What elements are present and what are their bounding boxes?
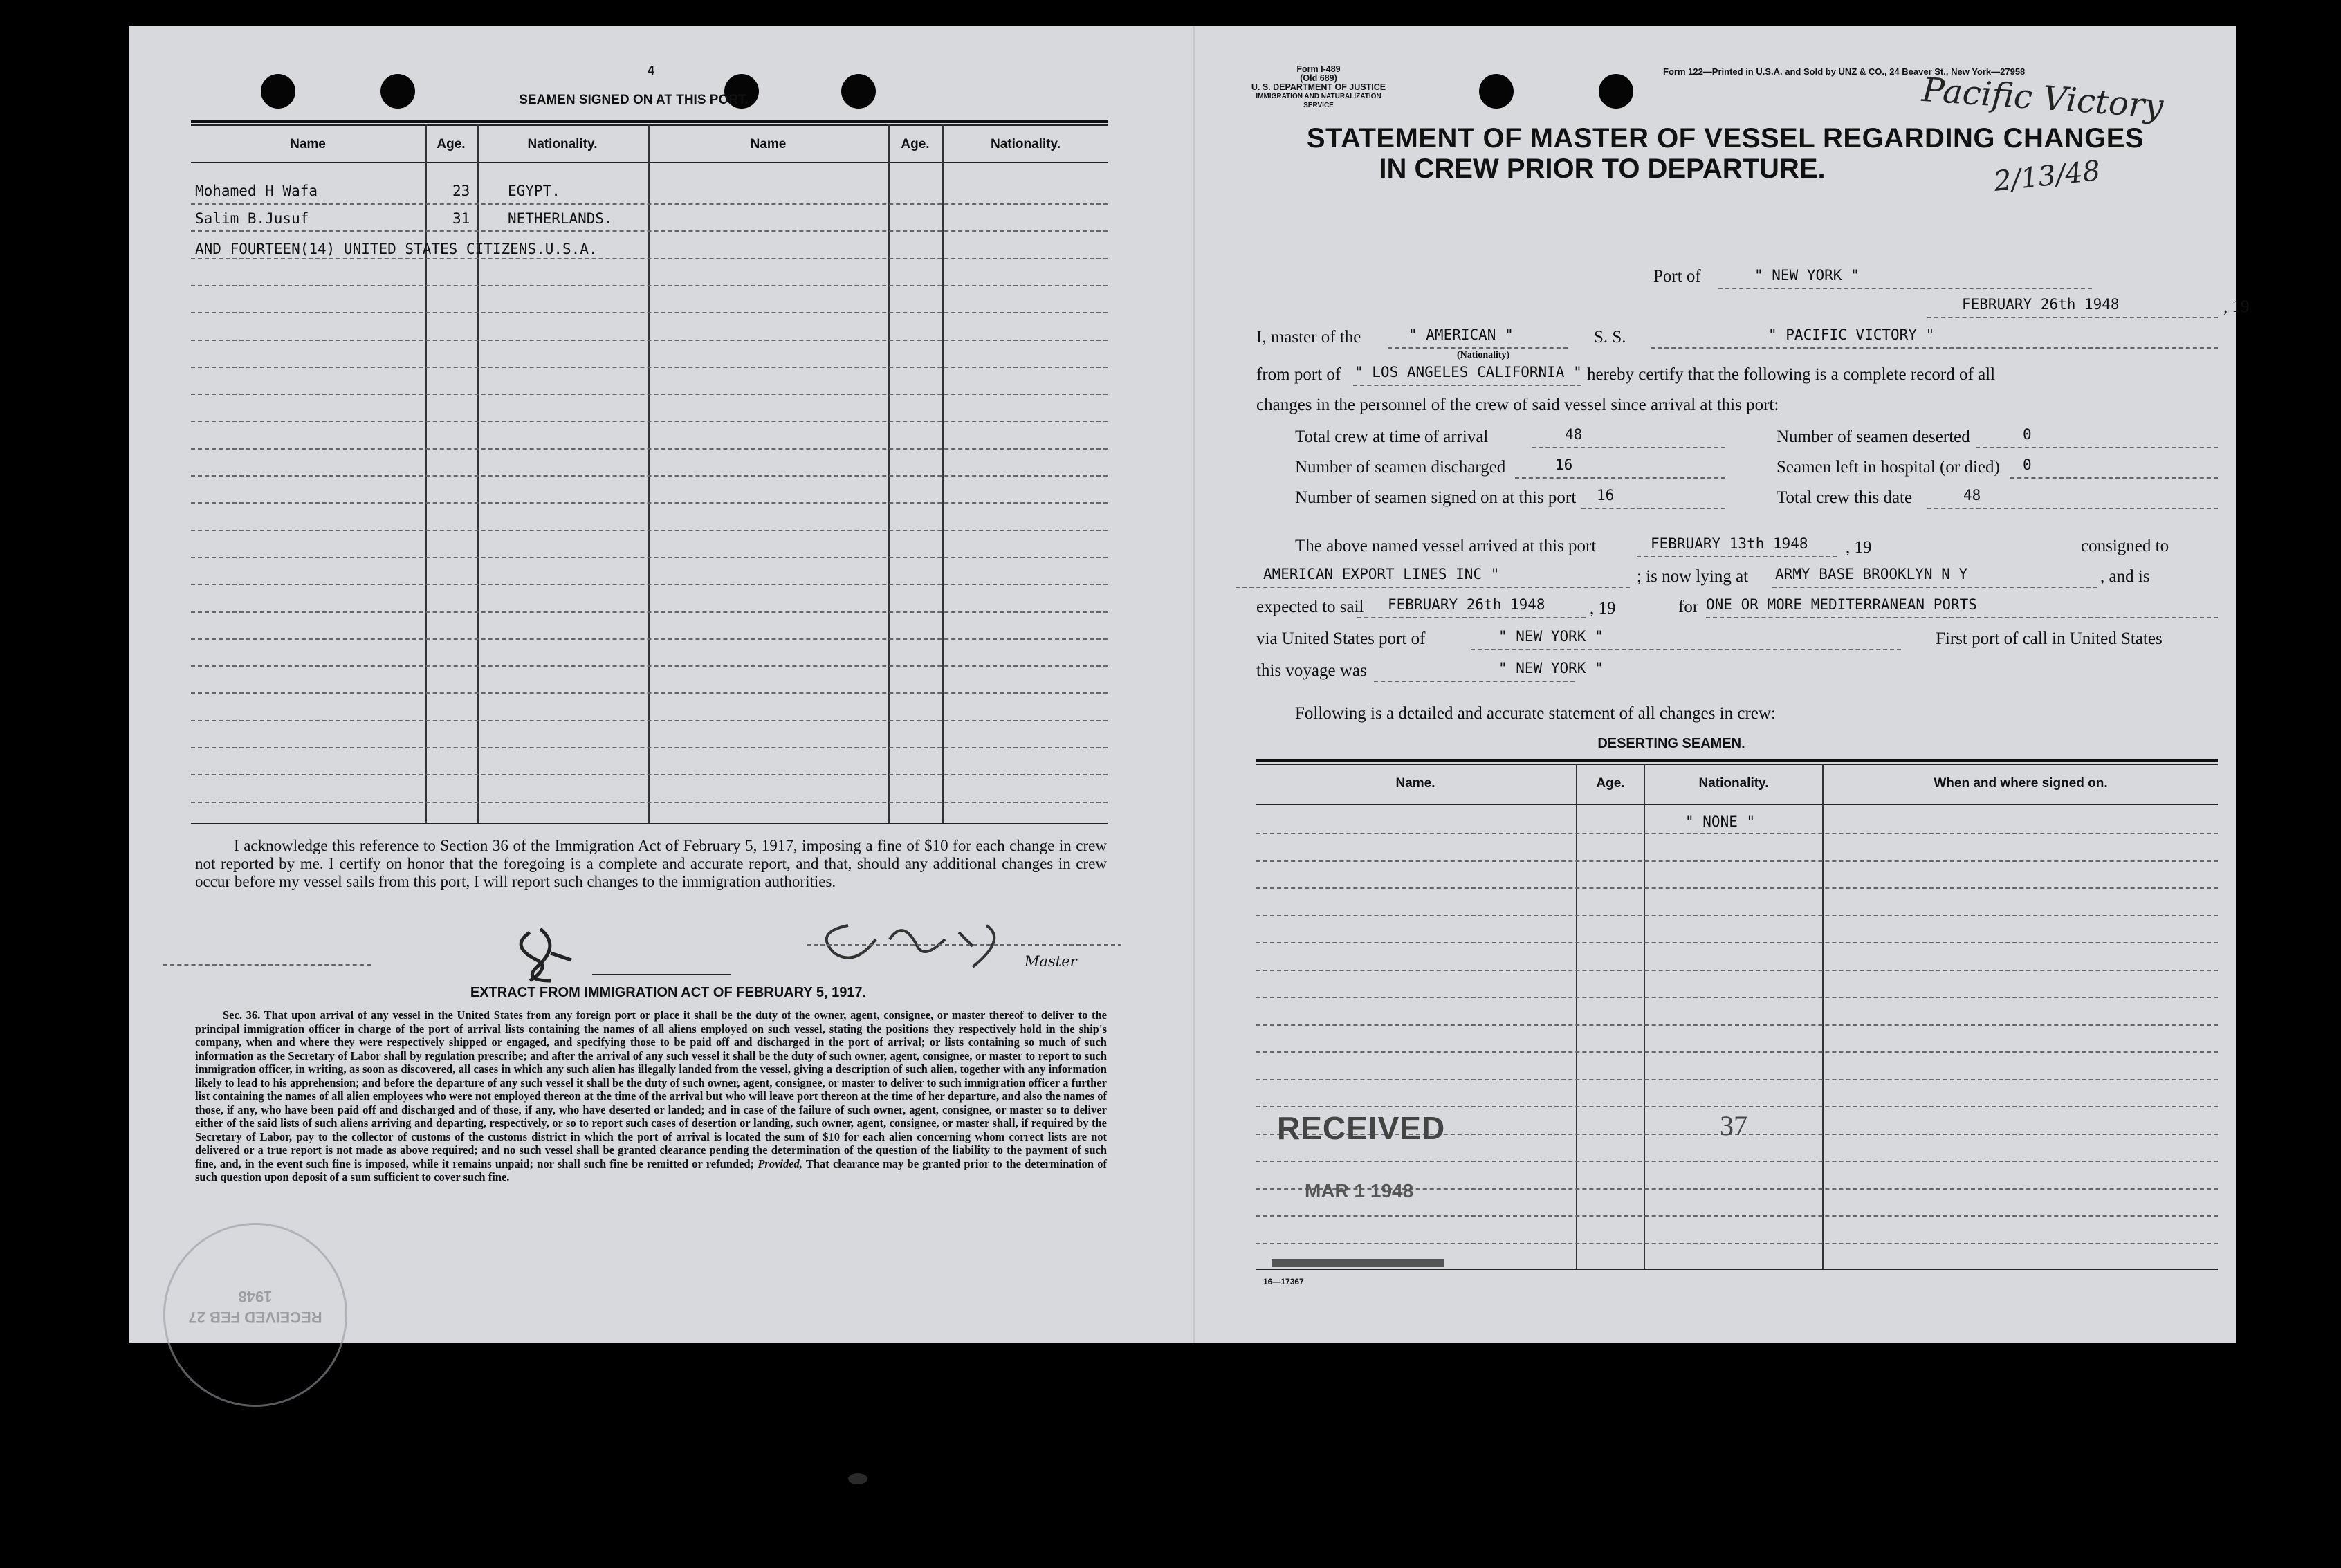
round-stamp-text: RECEIVED FEB 27 1948 [188,1288,322,1326]
col-des-name: Name. [1395,776,1435,791]
row-nationality: EGYPT. [508,183,560,199]
discharged-label: Number of seamen discharged [1295,458,1506,477]
row-rule [191,774,1108,775]
row-rule [1256,942,2218,943]
deserting-title: DESERTING SEAMEN. [1597,736,1745,751]
date-value[interactable]: FEBRUARY 26th 1948 [1962,296,2120,313]
rule [1357,617,1586,618]
consignee-value[interactable]: AMERICAN EXPORT LINES INC " [1263,566,1500,582]
rule [1718,288,2092,289]
table-title: SEAMEN SIGNED ON AT THIS PORT. [519,93,749,107]
rule [191,120,1108,123]
expected-label: expected to sail [1256,598,1364,616]
arrived-label: The above named vessel arrived at this port [1295,537,1597,555]
des-entry-none: " NONE " [1685,813,1756,830]
signed-on-label: Number of seamen signed on at this port [1295,488,1577,507]
printer-line: Form 122—Printed in U.S.A. and Sold by UNZ & CO., 24 Beaver St., New York—27958 [1663,66,2026,77]
for-label: for [1678,598,1699,616]
col-divider [648,124,650,823]
for-value[interactable]: ONE OR MORE MEDITERRANEAN PORTS [1706,596,1977,613]
row-rule [191,421,1108,422]
row-rule [1256,1079,2218,1080]
year-suffix-expected: , 19 [1590,599,1616,618]
total-arrival-label: Total crew at time of arrival [1295,427,1489,446]
acknowledgement-text: I acknowledge this reference to Section 36 of the Immigration Act of February 5, 1917, imposing a fine of $10 for each change in crew not reported by me. I certify on honor that the foregoing is a complete and accurate report, and that, should any additional changes in crew occur before my vessel sails from this port, I will report such changes to the immigration authorities. [195,837,1107,890]
rule [592,974,731,975]
punch-hole [380,74,415,109]
col-nationality-2: Nationality. [991,137,1061,151]
rule [1256,804,2218,805]
via-value[interactable]: " NEW YORK " [1498,628,1604,645]
arrived-value[interactable]: FEBRUARY 13th 1948 [1651,535,1808,552]
rule [1927,508,2218,509]
hospital-value[interactable]: 0 [2023,456,2032,473]
hospital-label: Seamen left in hospital (or died) [1777,458,2000,477]
handwritten-ship: Pacific Victory [1920,70,2165,127]
rule [1256,759,2218,762]
col-divider [1822,764,1824,1269]
stamp-number: 37 [1720,1110,1747,1141]
port-label: Port of [1653,267,1701,286]
row-rule [1256,970,2218,971]
ship-value[interactable]: " PACIFIC VICTORY " [1768,326,1935,343]
row-name: Mohamed H Wafa [195,183,318,199]
round-received-stamp [163,1223,347,1407]
section-label: Sec. 36. [223,1008,261,1022]
punch-hole [1479,74,1514,109]
col-divider [942,124,944,823]
row-rule [191,611,1108,613]
left-page [129,26,1194,1343]
footer-code: 16—17367 [1263,1277,1304,1286]
certify-text: hereby certify that the following is a complete record of all [1587,365,1996,384]
master-of-label: I, master of the [1256,328,1361,347]
row-age: 31 [452,210,470,227]
row-nationality: NETHERLANDS. [508,210,613,227]
lying-label: ; is now lying at [1637,567,1749,586]
row-rule [1256,833,2218,834]
row-rule [191,502,1108,504]
master-signatures [392,905,1125,995]
rule [1927,317,2218,318]
scanner-artifact [848,1473,867,1484]
via-label: via United States port of [1256,629,1426,648]
from-port-value[interactable]: " LOS ANGELES CALIFORNIA " [1355,364,1582,380]
year-suffix-arrived: , 19 [1846,538,1872,557]
row-rule [191,475,1108,477]
rule [1651,347,2218,349]
deserted-value[interactable]: 0 [2023,426,2032,443]
year-suffix: , 19 [2223,297,2250,316]
col-divider [477,124,479,823]
rule [1388,347,1568,349]
received-date-stamp: MAR 1 1948 [1305,1180,1414,1201]
col-divider [1644,764,1645,1269]
punch-hole [841,74,876,109]
following-text: Following is a detailed and accurate statement of all changes in crew: [1295,704,1776,723]
row-rule [191,312,1108,313]
row-rule [1256,1106,2218,1107]
voyage-value[interactable]: " NEW YORK " [1498,660,1604,676]
rule [1471,649,1901,650]
discharged-value[interactable]: 16 [1555,456,1573,473]
rule [1236,587,1630,588]
total-today-value[interactable]: 48 [1963,487,1981,504]
form-number: Form I-489 [1296,64,1341,74]
statement-title-2: IN CREW PRIOR TO DEPARTURE. [1379,154,1826,184]
row-rule [191,692,1108,694]
statement-title-1: STATEMENT OF MASTER OF VESSEL REGARDING CHANGES [1306,123,2145,154]
rule [2010,477,2218,479]
row-rule [1256,1215,2218,1217]
first-port-label: First port of call in United States [1936,629,2163,648]
rule [1772,587,2097,588]
nationality-value[interactable]: " AMERICAN " [1408,326,1514,343]
from-port-label: from port of [1256,365,1341,384]
handwritten-date: 2/13/48 [1992,155,2102,198]
rule [1256,764,2218,765]
dept-name: U. S. DEPARTMENT OF JUSTICE [1251,82,1386,92]
col-name-2: Name [750,137,787,151]
row-rule [191,557,1108,558]
nationality-caption: (Nationality) [1457,350,1510,360]
deserted-label: Number of seamen deserted [1777,427,1970,446]
page-number: 4 [647,64,654,77]
col-age-2: Age. [901,137,930,151]
col-nationality: Nationality. [527,137,598,151]
col-divider [888,124,890,823]
row-rule [1256,915,2218,916]
rule [163,964,371,966]
col-divider [1576,764,1577,1269]
redacted-stamp-line [1272,1259,1444,1267]
received-stamp: RECEIVED [1277,1110,1446,1146]
row-rule [191,802,1108,803]
master-label: Master [1025,953,1077,970]
row-rule [191,665,1108,667]
crew-summary-line: AND FOURTEEN(14) UNITED STATES CITIZENS.U.S.A. [195,241,598,257]
right-page [1194,26,2250,1343]
port-row [1653,267,1701,286]
row-rule [191,747,1108,748]
provided-word: Provided, [758,1156,802,1170]
lying-value[interactable]: ARMY BASE BROOKLYN N Y [1775,566,1968,582]
punch-hole [261,74,295,109]
extract-title: EXTRACT FROM IMMIGRATION ACT OF FEBRUARY 5, 1917. [470,985,867,1000]
row-rule [191,448,1108,450]
row-rule [191,340,1108,341]
service-name: IMMIGRATION AND NATURALIZATION SERVICE [1256,93,1381,109]
consigned-label: consigned to [2081,537,2169,555]
row-rule [1256,1051,2218,1053]
rule [1515,477,1725,479]
col-des-signed: When and where signed on. [1934,776,2108,791]
row-rule [191,203,1108,205]
total-arrival-value[interactable]: 48 [1565,426,1583,443]
row-rule [191,367,1108,368]
document-scan [129,26,2250,1343]
col-age: Age. [437,137,466,151]
signed-on-value[interactable]: 16 [1597,487,1615,504]
form-block [1242,65,1395,110]
col-des-age: Age. [1596,776,1625,791]
punch-hole [1599,74,1633,109]
row-rule [191,285,1108,286]
expected-value[interactable]: FEBRUARY 26th 1948 [1388,596,1545,613]
row-rule [1256,860,2218,862]
row-rule [191,638,1108,640]
section-36-text [195,1008,1107,1184]
changes-text: changes in the personnel of the crew of said vessel since arrival at this port: [1256,396,1779,414]
rule [1637,556,1837,557]
rule [1532,447,1725,448]
col-des-nationality: Nationality. [1698,776,1769,791]
ss-label: S. S. [1594,328,1626,347]
row-rule [1256,887,2218,889]
row-rule [1256,1161,2218,1162]
row-rule [191,258,1108,259]
port-value[interactable]: " NEW YORK " [1754,267,1860,284]
rule [1353,385,1581,386]
row-rule [191,394,1108,395]
row-rule [191,584,1108,585]
row-rule [1256,1243,2218,1244]
row-rule [191,530,1108,531]
voyage-label: this voyage was [1256,661,1367,680]
row-name: Salim B.Jusuf [195,210,309,227]
row-age: 23 [452,183,470,199]
form-old: (Old 689) [1300,73,1337,83]
row-rule [1256,997,2218,998]
col-divider [425,124,427,823]
rule [1706,617,2218,618]
row-rule [191,720,1108,721]
section-body: That upon arrival of any vessel in the United States from any foreign port or place it shall be the duty of the owner, agent, consignee, or master thereof to deliver to the principal immigration officer in charge of the port of arrival lists containing the names of all aliens employed on such vessel, stating the positions they respectively hold in the ship's company, when and where they were respectively shipped or engaged, and specifying those to be paid off and discharged in the port of arrival; or lists containing so much of such information as the Secretary of Labor shall by regulation prescribe; and after the arrival of any such vessel it shall be the duty of such owner, agent, consignee, or master to report to such immigration officer, in writing, as soon as discovered, all cases in which any such alien has illegally landed from the vessel, giving a description of such alien, together with any information likely to lead to his apprehension; and before the departure of any such vessel it shall be the duty of such owner, agent, consignee, or master to deliver to such immigration officer a further list containing the names of all alien employees who were not employed thereon at the time of the arrival but who will leave port thereon at the time of her departure, and also the names of those, if any, who have been paid off and discharged and of those, if any, who have deserted or landed; and in case of the failure of such owner, agent, consignee, or master so to deliver either of the said lists of such aliens arriving and departing, respectively, or so to report such cases of desertion or landing, such owner, agent, consignee, or master shall, if required by the Secretary of Labor, pay to the collector of customs of the customs district in which the port of arrival is located the sum of $10 for each alien concerning whom correct lists are not delivered or a true report is not made as above required; and no such vessel shall be granted clearance pending the determination of the question of the liability to the payment of such fine, and, in the event such fine is imposed, while it remains unpaid; nor shall such fine be remitted or refunded; [195,1008,1107,1170]
row-rule [1256,1024,2218,1026]
rule [1256,1269,2218,1270]
rule [191,823,1108,824]
rule [1976,447,2218,448]
row-rule [191,230,1108,232]
section-tail: That clearance may be granted prior to the determination of such question upon deposit of a sum sufficient to cover such fine. [195,1156,1108,1183]
total-today-label: Total crew this date [1777,488,1913,507]
rule [1581,508,1725,509]
col-name: Name [290,137,326,151]
and-is: , and is [2100,567,2150,586]
rule [1374,681,1575,682]
